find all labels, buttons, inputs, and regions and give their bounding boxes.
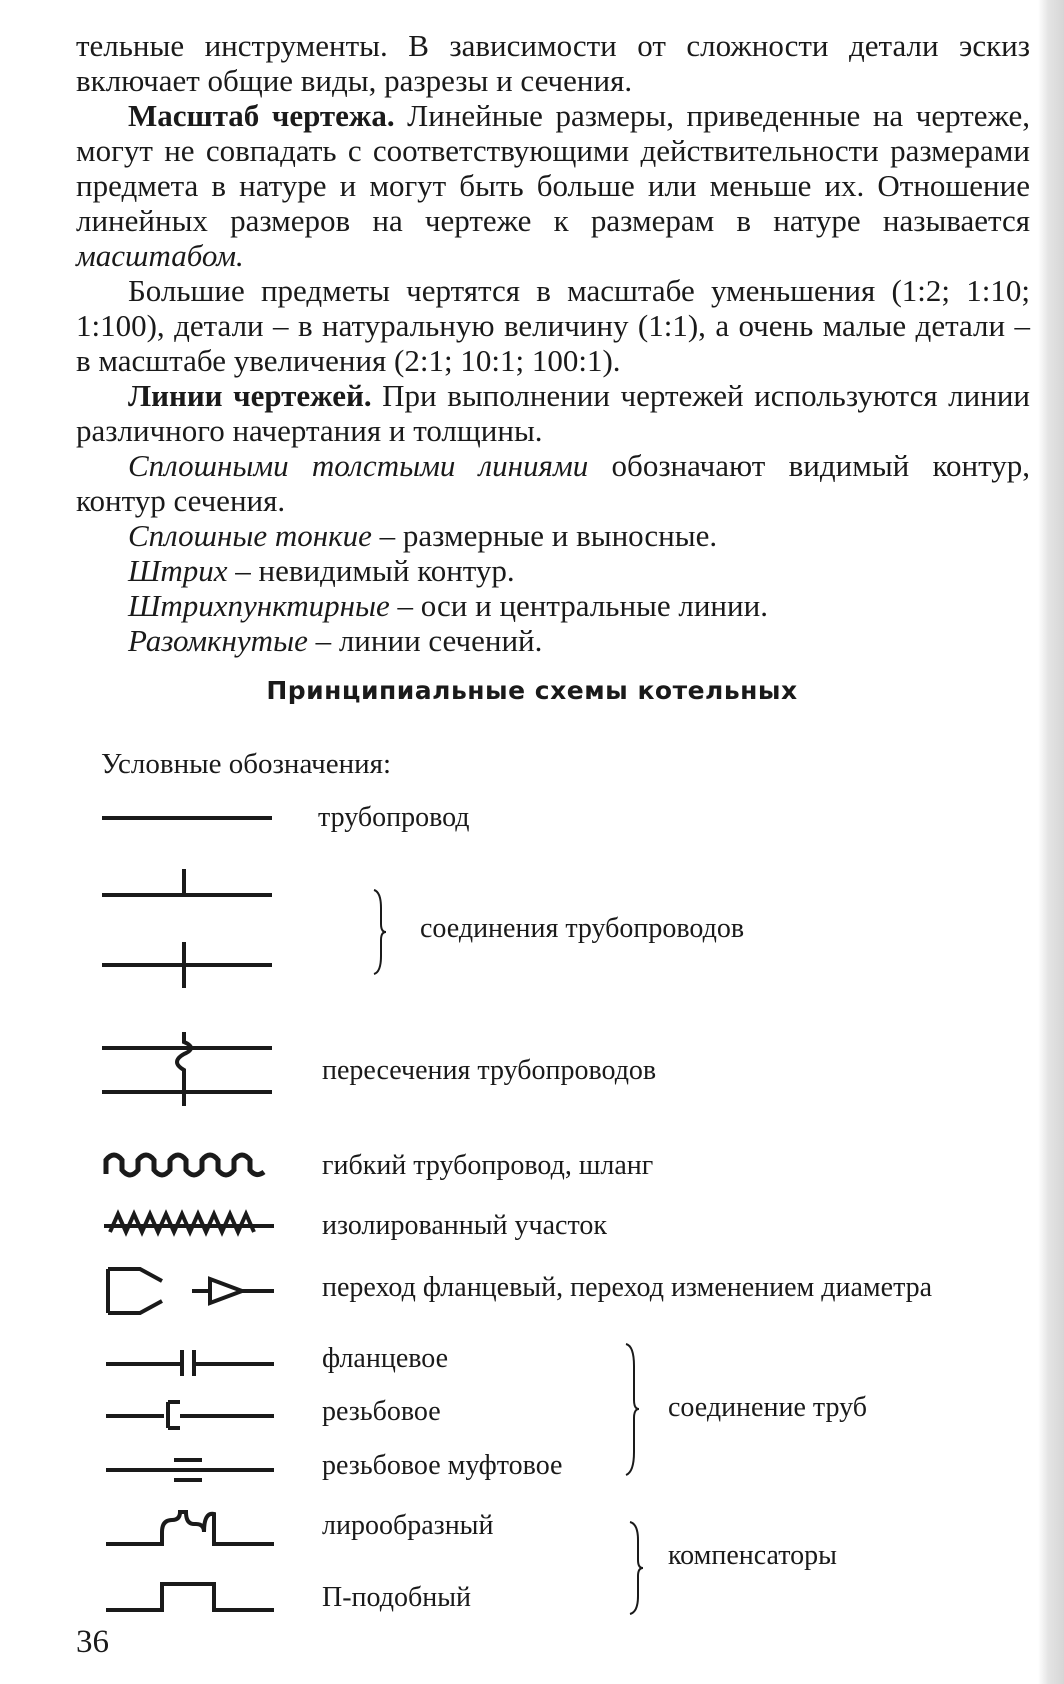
body-text <box>76 28 1030 658</box>
paragraph-scale <box>76 98 1030 273</box>
insulated-section-symbol <box>102 1210 277 1238</box>
dashdot-lines-text: – оси и центральные линии. <box>389 588 768 623</box>
paragraph-intro: тельные инструменты. В зависимости от сложности детали эскиз включает общие виды, разрезы и сечения. <box>76 28 1030 98</box>
paragraph-dash-lines <box>76 553 1030 588</box>
paragraph-thick-lines <box>76 448 1030 518</box>
open-lines-term: Разомкнутые <box>128 623 308 658</box>
section-title: Принципиальные схемы котельных <box>266 676 798 705</box>
lines-heading: Линии чертежей. <box>128 378 372 413</box>
legend-heading: Условные обозначения: <box>101 748 392 780</box>
pipe-crossing-symbol <box>100 1030 275 1110</box>
paragraph-open-lines <box>76 623 1030 658</box>
pipe-cross-symbol <box>100 938 275 993</box>
lyre-compensator-label: лирообразный <box>322 1510 494 1541</box>
lyre-compensator-symbol <box>104 1508 279 1548</box>
open-lines-text: – линии сечений. <box>307 623 543 658</box>
pipe-connections-label: соединения трубопроводов <box>420 913 745 944</box>
threaded-joint-symbol <box>104 1398 279 1432</box>
brace-icon <box>624 1342 642 1477</box>
thick-lines-text: обозначают видимый контур, контур сечения. <box>76 448 1030 518</box>
transition-label: переход фланцевый, переход изменением диаметра <box>322 1272 933 1303</box>
pipe-tee-symbol <box>100 865 275 905</box>
insulated-section-label: изолированный участок <box>322 1210 607 1241</box>
paragraph-lines <box>76 378 1030 448</box>
flexible-hose-symbol <box>104 1152 274 1178</box>
paragraph-thin-lines <box>76 518 1030 553</box>
lines-text: При выполнении чертежей используются линии различного начертания и толщины. <box>76 378 1030 448</box>
threaded-coupling-symbol <box>104 1452 279 1486</box>
scale-heading: Масштаб чертежа. <box>128 98 395 133</box>
flanged-joint-symbol <box>104 1348 279 1378</box>
dash-lines-term: Штрих <box>128 553 228 588</box>
scale-text: Линейные размеры, приведенные на чертеже, могут не совпадать с соответствующими действительности размерами предмета в натуре и могут быть больше или меньше их. Отношение линейных размеров на чертеже к размерам в натуре называется <box>76 98 1031 238</box>
threaded-joint-label: резьбовое <box>322 1396 441 1427</box>
flexible-hose-label: гибкий трубопровод, шланг <box>322 1150 654 1181</box>
thin-lines-text: – размерные и выносные. <box>371 518 718 553</box>
page-edge-shadow <box>1038 0 1064 1684</box>
dash-lines-text: – невидимый контур. <box>227 553 515 588</box>
pipe-crossings-label: пересечения трубопроводов <box>322 1055 657 1086</box>
thick-lines-term: Сплошными толстыми линиями <box>128 448 589 483</box>
flanged-joint-label: фланцевое <box>322 1343 449 1374</box>
transition-symbol <box>104 1265 279 1317</box>
page-number: 36 <box>76 1624 109 1660</box>
u-shaped-compensator-symbol <box>104 1580 279 1616</box>
pipeline-symbol <box>100 808 275 828</box>
scale-term: масштабом. <box>76 238 244 273</box>
brace-icon <box>628 1520 646 1616</box>
thin-lines-term: Сплошные тонкие <box>128 518 372 553</box>
dashdot-lines-term: Штрихпунктирные <box>128 588 390 623</box>
pipe-joint-group-label: соединение труб <box>668 1392 867 1423</box>
compensators-group-label: компенсаторы <box>668 1540 837 1571</box>
threaded-coupling-label: резьбовое муфтовое <box>322 1450 563 1481</box>
u-shaped-compensator-label: П-подобный <box>322 1582 471 1613</box>
brace-icon <box>372 888 388 976</box>
paragraph-scale-examples: Большие предметы чертятся в масштабе уменьшения (1:2; 1:10; 1:100), детали – в натуральную величину (1:1), а очень малые детали – в масштабе увеличения (2:1; 10:1; 100:1). <box>76 273 1030 378</box>
pipeline-label: трубопровод <box>318 802 470 833</box>
paragraph-dashdot-lines <box>76 588 1030 623</box>
